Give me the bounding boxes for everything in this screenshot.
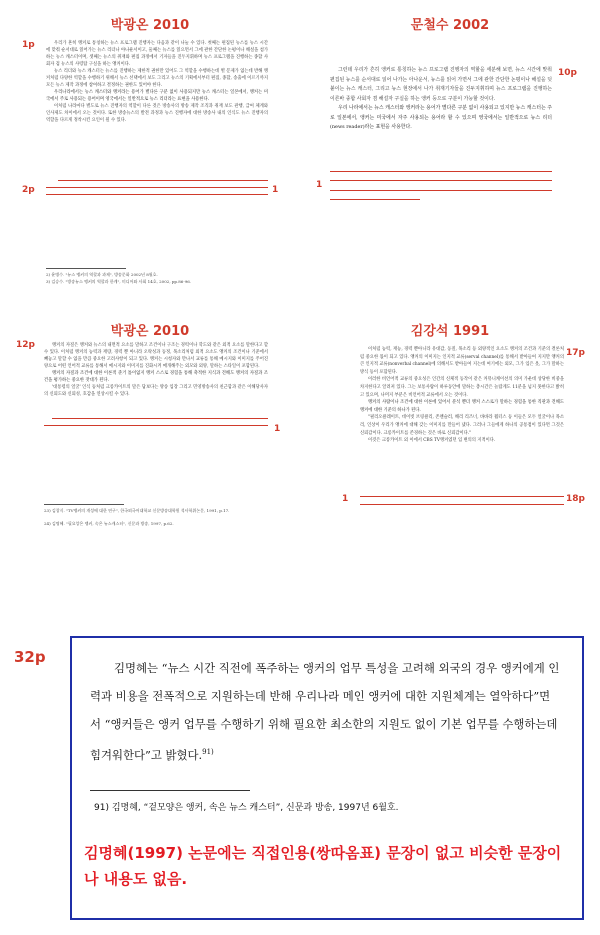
- highlight-underline: [58, 180, 268, 181]
- body-text: [46, 40, 268, 124]
- highlight-underline: [52, 418, 268, 419]
- paragraph: 이러한 비언어적 교류의 중요성은 인간의 신체적 동작이 같은 커뮤니케이션의 의미 가운데 상당한 비중을 차지한다고 알려져 있다. 그는 보통사람이 하루동안에 말하는 총시간은 놀랍게도 11분을 넘지 못한다고 밝히고 있으며, 나머지 부분은 비언어적 교류에서 오는 것이다.: [360, 377, 564, 398]
- difference-marker: 1: [342, 494, 349, 504]
- quoted-paragraph: [90, 654, 560, 769]
- paragraph: 우리가 흔히 앵커로 통칭하는 뉴스 프로그램 진행자는 다음과 같이 나눌 수 있다. 첫째는 편집된 뉴스를 뉴스 시간에 맞춰 순서대로 읽어가는 뉴스 리더나 아나운서이고, 둘째는 뉴스를 읽으면서 그에 관한 간단한 논평이나 해설을 첨가하는 뉴스 캐스터이며, 셋째는 뉴스의 취재와 편집 과정에서 기자들을 진두지휘하며 뉴스 프로그램을 진행하는 종합 사회자 겸 뉴스의 사령탑 구실을 하는 앵커이다.: [46, 41, 268, 67]
- highlight-underline: [46, 194, 268, 195]
- footnote-ref: 91): [202, 748, 214, 756]
- footnote-rule: [44, 504, 124, 505]
- highlighted-paragraph: 앵커의 자질과 조건에 대한 이론적 준거 틀이없지 앵커 스스로 경험을 통해 축적한 지식과 견해도 앵커의 자질과 조건을 평가하는 중요한 잣대가 된다.: [44, 371, 268, 383]
- footnote: 24) 김명혜. "필요앙은 앵커, 숙은 뉴스캐스터", 신문과 방송, 1997, p.62.: [44, 521, 174, 526]
- panel-title: 박광온 2010: [110, 324, 190, 339]
- paragraph: 이처럼 능력, 재능, 경력 뿐아니라 유대감, 동질, 목소리 등 외양적인 요소도 앵커의 조건과 기준의 결론처럼 중요한 몫이 되고 있다. 앵커의 이미지는 인지적 교류(serval channel)를 통해서 받아들여 지지만 앵커의 큰 인지적 교류(nonverbal channel)에 의해서도 받아들여 지는데 여기에는 외모, 그가 입은 옷, 그가 말하는 방식 등이 포함된다.: [360, 347, 564, 375]
- difference-marker: 1: [274, 424, 281, 434]
- highlight-underline: [360, 504, 564, 505]
- paragraph: 뉴스 리더와 뉴스 캐스터는 뉴스를 진행하는 제한적 권한만 있어도 그 역할을 수행하는데 별 문제가 없는데 반해 앵커처럼 다양한 역할을 수행하기 위해서 뉴스 선택에서 보도 그리고 뉴스의 기획에서부터 편집, 종합, 송출에 이르기까지 모든 뉴스 제작 과정에 참여하고 결정하는 권한도 있어야 한다.: [46, 69, 268, 88]
- body-text: [360, 346, 564, 445]
- highlight-underline: [330, 199, 420, 200]
- highlight-underline: [330, 180, 552, 181]
- highlight-underline: [46, 187, 268, 188]
- panel-mid-left: [0, 318, 300, 538]
- page-label: 1p: [22, 40, 35, 50]
- highlighted-paragraph: 우리 나라에서는 뉴스 캐스터와 앵커라는 용어가 별다른 구분 없이 사용되고 있지만 뉴스 캐스터는 주로 일본에서, 앵커는 미국에서 자주 사용되는 용어라 할 수 있으며 영국에서는 일반적으로 뉴스 리더(news reader)라는 표현을 사용한다.: [330, 105, 552, 130]
- footnote-rule: [46, 268, 126, 269]
- difference-marker: 1: [316, 180, 323, 190]
- footnote: 3) 김승수. "방송뉴스 앵커의 역할과 한계", 미디어와 사회 14호, 2002, pp.86-96.: [46, 279, 192, 284]
- paragraph: "필리오클레이트, 데이빗 브링클리, 존챈슬러, 해리 리즈너, 바바라 월터스 등 이들은 모두 얼굴이나 목소리, 인상이 우리가 앵커에 대해 갖는 이미지를 만들어 냈다. 그러나 그들에게 하나의 공통점이 있다면 그것은 신뢰감이다. 크롱카이트를 존경하는 것은 바로 신뢰감이다.": [360, 415, 564, 436]
- panel-top-right: [300, 0, 600, 320]
- paragraph: 앵커의 자질은 앵커와 뉴스의 내면적 요소를 말하고 조건이나 구조는 경력이나 학도와 같은 외적 요소를 말한다고 할 수 있다. 이처럼 앵커의 능력과 재량, 경력 뿐 아니라 오락성과 동정, 목소리처럼 외적 요소도 앵커의 조건이나 기준에서 빼놓고 말할 수 없을 만큼 중요한 고려사항이 되고 있다. 앵커는 시청자와 만나서 교류를 통해 메시지와 이미지를 주어진 양으로 어떤 언어적 교류를 통해서 메시지와 이미지를 진화시켜 매개해주는 외모와 외양, 말하는 스타일이 포함된다.: [44, 343, 268, 369]
- highlight-underline: [330, 171, 552, 172]
- page-label: 32p: [14, 648, 46, 666]
- footnote: 91) 김명혜, “겉모양은 앵커, 속은 뉴스 캐스터”, 신문과 방송, 1997년 6월호.: [94, 803, 399, 813]
- conclusion-note: 김명혜(1997) 논문에는 직접인용(쌍따옴표) 문장이 없고 비슷한 문장이나 내용도 없음.: [84, 844, 562, 888]
- panel-title: 박광온 2010: [110, 18, 190, 33]
- highlight-underline: [330, 190, 552, 191]
- panel-top-left: [0, 0, 300, 320]
- footnote: 23) 김창식. "TV앵커의 개성에 대한 연구", 한국외국어대학교 신문방송대학원 석사학위논문, 1991, p.17.: [44, 508, 230, 513]
- page-label: 18p: [566, 494, 585, 504]
- page-label: 2p: [22, 185, 35, 195]
- panel-title: 김강석 1991: [410, 324, 490, 339]
- quote-text: 김명혜는 “뉴스 시간 직전에 폭주하는 앵커의 업무 특성을 고려해 외국의 경우 앵커에게 인력과 비용을 전폭적으로 지원하는데 반해 우리나라 메인 앵커에 대한 지원체계는 열악하다”면서 “앵커들은 앵커 업무를 수행하기 위해 필요한 최소한의 지원도 없이 기본 업무를 수행하는데 힘겨워한다”고 밝혔다.: [90, 661, 560, 762]
- highlight-underline: [360, 496, 564, 497]
- paragraph: 이것은 크롱카이트 외 이에서 CBS TV앵커였던 입 변의의 지적이다.: [368, 438, 496, 444]
- paragraph: 이처럼 나라마다 별도로 뉴스 진행자의 역할이 다른 것은 방송사의 방송 제작 조직과 취재 보도 관행, 급여 체계와 인사제도 차이에서 오는 것이다. 또한 방송뉴스의 발전 과정과 뉴스 진행자에 대한 방송사 내의 인식도 뉴스 진행자의 역할을 다르게 정착시킨 요인이 될 수 있다.: [46, 104, 268, 123]
- difference-marker: 1: [272, 185, 279, 195]
- paragraph: 그런데 우리가 흔히 앵커로 통칭하는 뉴스 프로그램 진행자의 역할을 세분해 보면, 뉴스 시간에 맞춰 편집된 뉴스를 순서대로 읽어 나가는 아나운서, 뉴스를 읽어 가면서 그에 관한 간단한 논평이나 해설을 덧붙이는 뉴스 캐스터, 그리고 뉴스 현장에서 나가 취재기자들을 진두지휘하며 뉴스 프로그램을 진행하는 이른바 종합 사회자 겸 해설자 구실을 하는 앵커 등으로 구분이 가능할 것이다.: [330, 67, 552, 102]
- highlight-underline: [44, 425, 268, 426]
- page-label: 10p: [558, 68, 577, 78]
- panel-mid-right: [300, 318, 600, 618]
- highlighted-paragraph: 앵커의 사람이나 조건에 대한 이론에 있어서 분석 뿐더 앵커 스스로가 말하는 경험을 통한 직관과 견해도 앵커에 대한 기준의 하나가 된다.: [360, 400, 564, 413]
- paragraph: '대통령의 얼굴' 인식 등처럼 크롱카이트의 말은 답보다는 방송 입장 그리고 민영방송사의 친근함과 같은 이해당사자의 신뢰도와 신뢰성, 호감을 연상시킬 수 있다.: [44, 385, 268, 397]
- footnote-rule: [90, 790, 250, 791]
- footnote: 2) 윤병수. "뉴스 앵커의 역할과 과제", 방송문화 2002년 8월호.: [46, 272, 158, 277]
- panel-title: 문철수 2002: [410, 18, 490, 33]
- highlighted-paragraph: 우리나라에서는 뉴스 캐스터와 앵커라는 용어가 별다른 구분 없이 사용되지만 뉴스 캐스터는 일본에서, 앵커는 미국에서 주로 사용되는 용어이며 영국에서는 일반적으로 뉴스 리더라는 표현을 사용한다.: [46, 90, 268, 102]
- page-label: 12p: [16, 340, 35, 350]
- body-text: [330, 66, 552, 133]
- page-label: 17p: [566, 348, 585, 358]
- body-text: [44, 342, 268, 398]
